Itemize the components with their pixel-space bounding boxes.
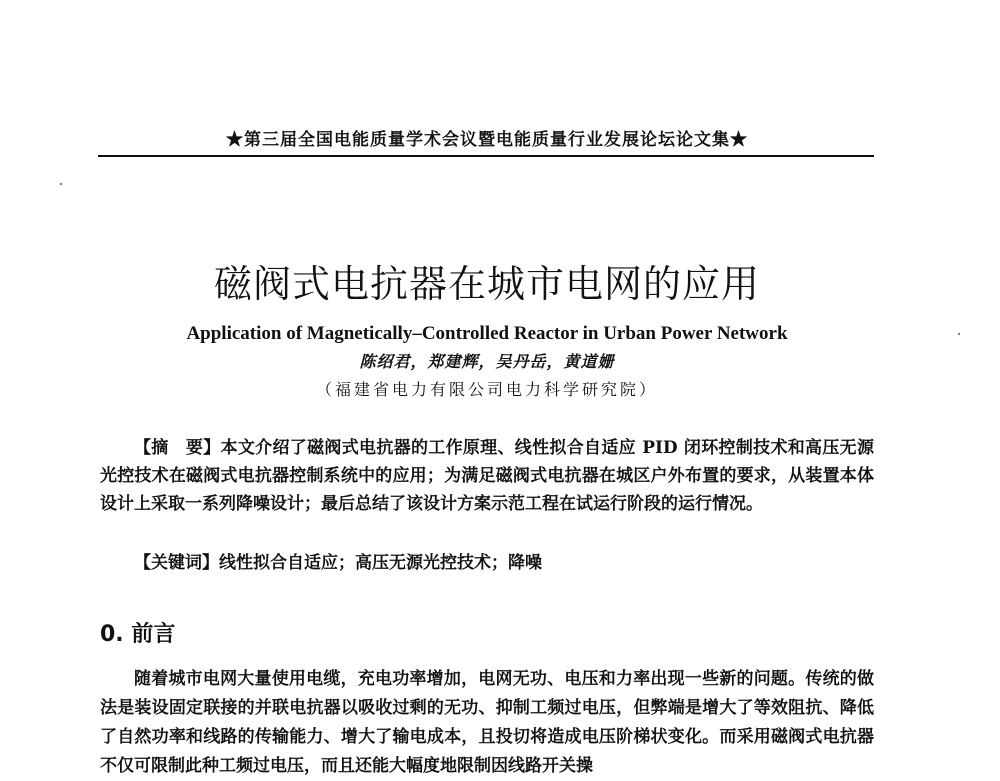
paper-title-cn: 磁阀式电抗器在城市电网的应用	[213, 262, 760, 306]
keywords-label: 【关键词】	[134, 553, 219, 573]
running-header: ★第三届全国电能质量学术会议暨电能质量行业发展论坛论文集★	[226, 130, 748, 150]
affiliation: （福建省电力有限公司电力科学研究院）	[315, 380, 658, 399]
authors: 陈绍君，郑建辉，吴丹岳，黄道姗	[359, 352, 615, 371]
scan-speck	[60, 183, 62, 185]
keywords	[134, 549, 874, 577]
section-heading: 0. 前言	[100, 622, 176, 647]
keywords-text: 线性拟合自适应；高压无源光控技术；降噪	[219, 553, 542, 573]
header-rule	[98, 155, 874, 157]
scan-speck	[958, 333, 960, 335]
intro-paragraph: 随着城市电网大量使用电缆，充电功率增加，电网无功、电压和力率出现一些新的问题。传统的做法是装设固定联接的并联电抗器以吸收过剩的无功、抑制工频过电压，但弊端是增大了等效阻抗、降低了自然功率和线路的传输能力、增大了输电成本，且投切将造成电压阶梯状变化。而采用磁阀式电抗器不仅可限制此种工频过电压，而且还能大幅度地限制因线路开关操	[100, 669, 874, 776]
abstract-label: 【摘 要】	[134, 438, 221, 458]
paper-title-en: Application of Magnetically–Controlled Reactor in Urban Power Network	[186, 323, 788, 344]
abstract-text: 本文介绍了磁阀式电抗器的工作原理、线性拟合自适应 PID 闭环控制技术和高压无源光控技术在磁阀式电抗器控制系统中的应用；为满足磁阀式电抗器在城区户外布置的要求，从装置本体设计上采取一系列降噪设计；最后总结了该设计方案示范工程在试运行阶段的运行情况。	[100, 438, 874, 514]
abstract	[100, 434, 874, 518]
